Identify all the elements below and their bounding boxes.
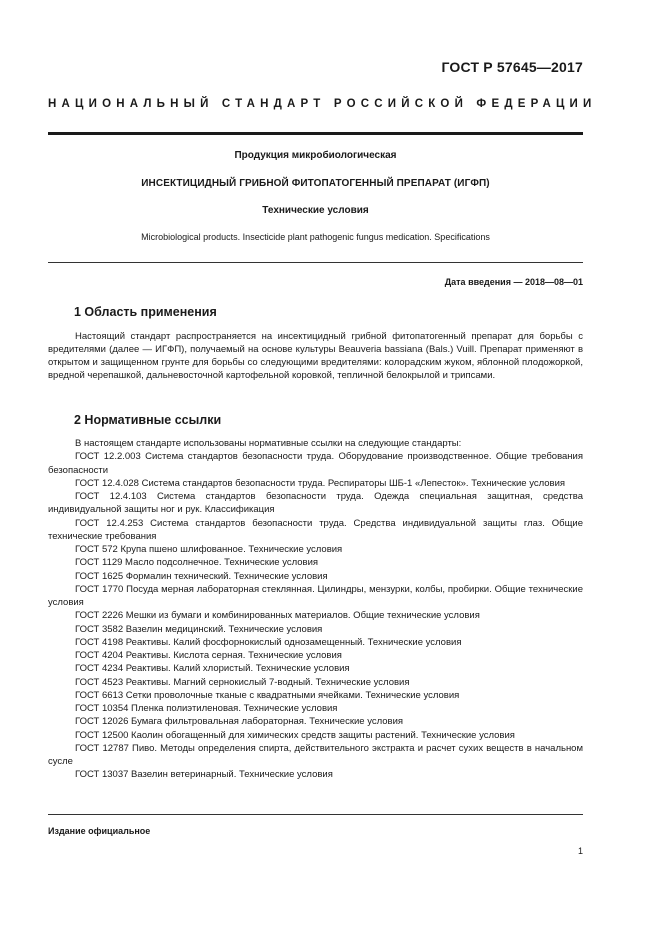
product-category: Продукция микробиологическая [234,150,397,161]
reference-item: ГОСТ 12787 Пиво. Методы определения спирта, действительного экстракта и расчет сухих веществ в начальном сусле [48,742,583,767]
normative-references [48,437,583,782]
footer-rule [48,814,583,815]
reference-item: ГОСТ 1625 Формалин технический. Технические условия [75,570,328,582]
section-1-heading: 1 Область применения [74,305,217,319]
reference-item: ГОСТ 12.4.028 Система стандартов безопасности труда. Респираторы ШБ-1 «Лепесток». Технические условия [75,477,566,489]
gost-code: ГОСТ Р 57645—2017 [441,59,583,75]
references-intro: В настоящем стандарте использованы нормативные ссылки на следующие стандарты: [75,438,462,449]
title-rule [48,262,583,263]
reference-item: ГОСТ 4523 Реактивы. Магний сернокислый 7-водный. Технические условия [75,676,410,688]
page-number: 1 [577,846,583,856]
english-title: Microbiological products. Insecticide plant pathogenic fungus medication. Specifications [141,232,490,242]
document-subtitle: Технические условия [262,205,369,216]
reference-item: ГОСТ 4198 Реактивы. Калий фосфорнокислый однозамещенный. Технические условия [75,636,462,648]
reference-item: ГОСТ 2226 Мешки из бумаги и комбинированных материалов. Общие технические условия [75,610,480,622]
reference-item: ГОСТ 10354 Пленка полиэтиленовая. Технические условия [75,703,338,714]
reference-item: ГОСТ 12.2.003 Система стандартов безопасности труда. Оборудование производственное. Общие требования безопасности [48,451,583,476]
reference-item: ГОСТ 4234 Реактивы. Калий хлористый. Технические условия [75,663,350,675]
reference-item: ГОСТ 3582 Вазелин медицинский. Технические условия [75,623,323,635]
edition-note: Издание официальное [48,826,151,836]
national-standard-heading: НАЦИОНАЛЬНЫЙ СТАНДАРТ РОССИЙСКОЙ ФЕДЕРАЦИИ [48,98,597,110]
reference-item: ГОСТ 572 Крупа пшено шлифованное. Технические условия [75,544,343,555]
reference-item: ГОСТ 4204 Реактивы. Кислота серная. Технические условия [75,650,342,661]
header-rule [48,132,583,135]
reference-item: ГОСТ 12.4.253 Система стандартов безопасности труда. Средства индивидуальной защиты глаз. Общие технические требования [48,517,583,542]
reference-item: ГОСТ 1129 Масло подсолнечное. Технические условия [75,557,319,569]
reference-item: ГОСТ 12.4.103 Система стандартов безопасности труда. Одежда специальная защитная, средства индивидуальной защиты ног и рук. Классификация [48,491,583,516]
reference-item: ГОСТ 13037 Вазелин ветеринарный. Технические условия [75,769,333,781]
reference-item: ГОСТ 12026 Бумага фильтровальная лабораторная. Технические условия [75,716,404,728]
section-2-heading: 2 Нормативные ссылки [74,413,222,427]
reference-item: ГОСТ 12500 Каолин обогащенный для химических средств защиты растений. Технические условия [75,729,515,741]
reference-item: ГОСТ 6613 Сетки проволочные тканые с квадратными ячейками. Технические условия [75,689,460,701]
reference-item: ГОСТ 1770 Посуда мерная лабораторная стеклянная. Цилиндры, мензурки, колбы, пробирки. Общие технические условия [48,583,583,608]
introduction-date: Дата введения — 2018—08—01 [444,277,583,287]
document-title: ИНСЕКТИЦИДНЫЙ ГРИБНОЙ ФИТОПАТОГЕННЫЙ ПРЕПАРАТ (ИГФП) [141,178,490,189]
section-1-body: Настоящий стандарт распространяется на инсектицидный грибной фитопатогенный препарат для борьбы с вредителями (далее — ИГФП), получаемый на основе культуры Beauveria bassiana (Bals.) Vuill. Препарат применяют в открытом и защищенном грунте для борьбы со следующими вредителями: колорадским жуком, яблонной плодожоркой, вредной черепашкой, дальневосточной картофельной коровкой, тепличной белокрылой и трипсами. [48,331,583,381]
section-1-text [48,330,583,382]
